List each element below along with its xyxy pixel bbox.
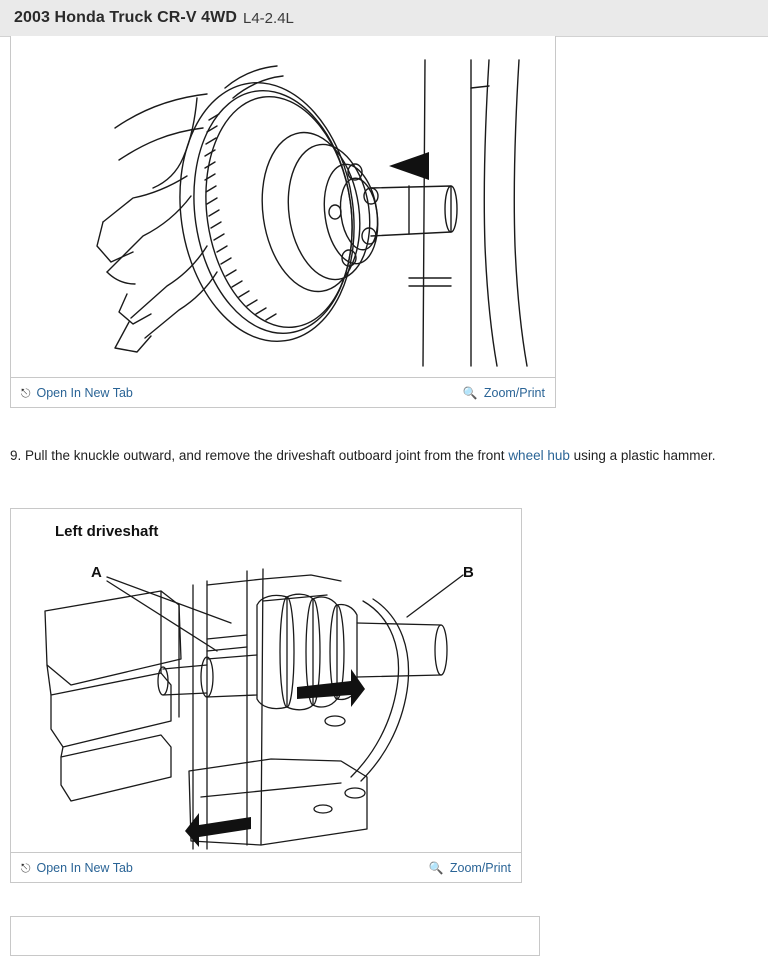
zoom-print-label-1: Zoom/Print xyxy=(483,385,545,400)
page-header xyxy=(0,0,768,37)
zoom-print-link-2[interactable] xyxy=(429,861,511,875)
open-in-new-tab-label-2: Open In New Tab xyxy=(36,860,133,875)
figure-third-partial xyxy=(10,916,540,956)
direction-arrows xyxy=(185,669,365,847)
figure-2-footer xyxy=(11,852,521,882)
open-in-new-tab-icon: ⎋ xyxy=(21,385,31,400)
left-driveshaft-drawing xyxy=(11,509,522,854)
open-in-new-tab-link-2[interactable] xyxy=(21,861,133,875)
document-content xyxy=(0,36,768,956)
open-in-new-tab-label-1: Open In New Tab xyxy=(36,385,133,400)
step-9-number: 9. xyxy=(10,448,22,463)
open-in-new-tab-link-1[interactable] xyxy=(21,386,133,400)
zoom-print-link-1[interactable] xyxy=(463,386,545,400)
front-brake-disc-hub-drawing xyxy=(11,36,556,378)
figure-left-driveshaft xyxy=(10,508,522,883)
vehicle-title: 2003 Honda Truck CR-V 4WD xyxy=(14,9,237,26)
wheel-hub-link[interactable]: wheel hub xyxy=(508,448,570,463)
magnifier-icon: 🔍 xyxy=(428,860,444,875)
magnifier-icon: 🔍 xyxy=(462,385,478,400)
pointer-arrow xyxy=(389,152,429,180)
figure-front-brake-disc-hub xyxy=(10,36,556,408)
step-9 xyxy=(10,446,758,465)
figure-2-label-a: A xyxy=(91,564,102,581)
figure-1-footer xyxy=(11,377,555,407)
vehicle-engine: L4-2.4L xyxy=(243,9,294,27)
figure-2-caption: Left driveshaft xyxy=(55,523,159,540)
step-9-text-after: using a plastic hammer. xyxy=(573,448,716,463)
figure-2-label-b: B xyxy=(463,564,474,581)
zoom-print-label-2: Zoom/Print xyxy=(449,860,511,875)
step-9-text-before: Pull the knuckle outward, and remove the driveshaft outboard joint from the front xyxy=(25,448,505,463)
open-in-new-tab-icon: ⎋ xyxy=(21,860,31,875)
